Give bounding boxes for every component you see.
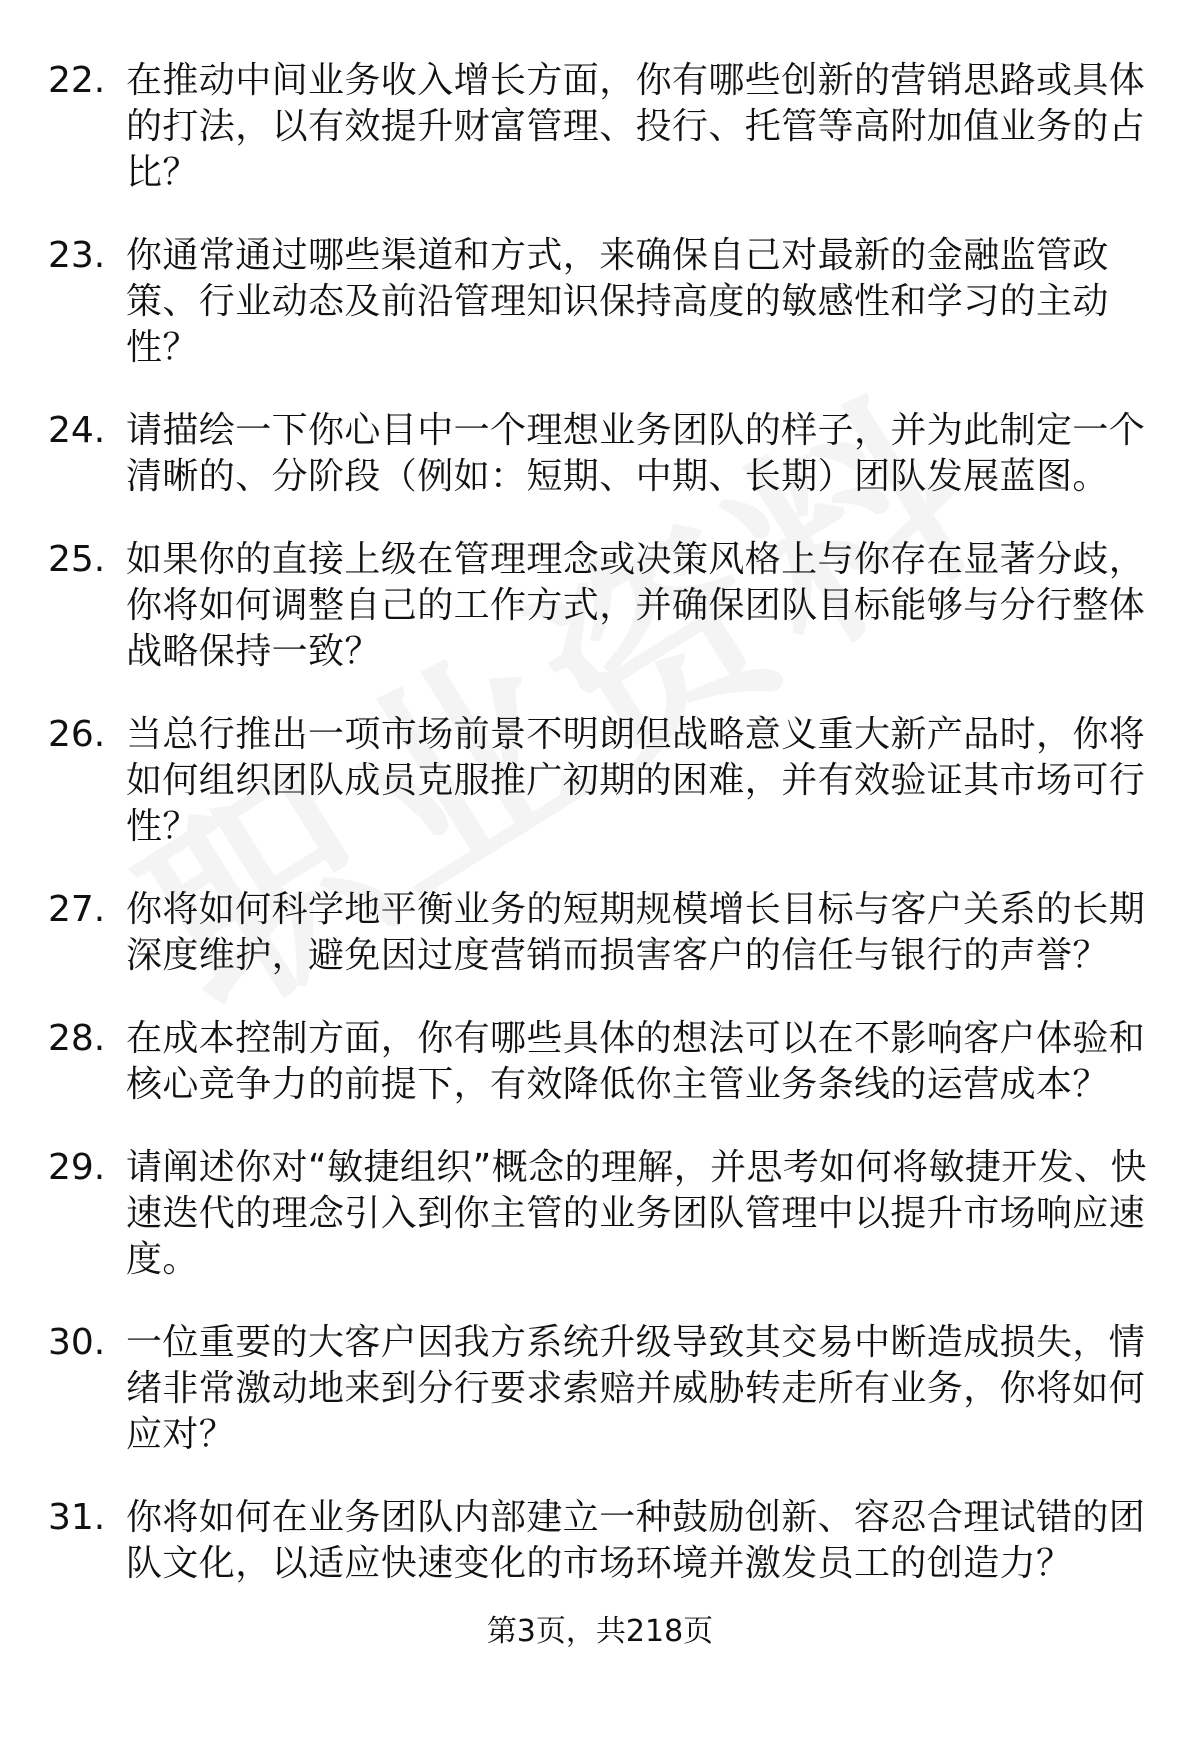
- question-number: 26.: [48, 714, 106, 755]
- question-number: 29.: [48, 1147, 106, 1188]
- question-text: 你将如何在业务团队内部建立一种鼓励创新、容忍合理试错的团队文化，以适应快速变化的市场环境并激发员工的创造力？: [126, 1497, 1146, 1584]
- question-item: [48, 887, 1158, 979]
- question-item: [48, 537, 1158, 675]
- question-text: 在成本控制方面，你有哪些具体的想法可以在不影响客户体验和核心竞争力的前提下，有效降低你主管业务条线的运营成本？: [126, 1018, 1146, 1105]
- question-number: 23.: [48, 235, 106, 276]
- question-item: [48, 408, 1158, 500]
- question-number: 24.: [48, 410, 106, 451]
- question-text: 当总行推出一项市场前景不明朗但战略意义重大新产品时，你将如何组织团队成员克服推广初期的困难，并有效验证其市场可行性？: [126, 714, 1146, 847]
- question-text: 一位重要的大客户因我方系统升级导致其交易中断造成损失，情绪非常激动地来到分行要求索赔并威胁转走所有业务，你将如何应对？: [126, 1322, 1146, 1455]
- question-text: 在推动中间业务收入增长方面，你有哪些创新的营销思路或具体的打法，以有效提升财富管理、投行、托管等高附加值业务的占比？: [126, 60, 1146, 193]
- question-number: 31.: [48, 1497, 106, 1538]
- page-footer: 第3页，共218页: [486, 1614, 714, 1649]
- question-item: [48, 1016, 1158, 1108]
- question-item: [48, 1495, 1158, 1587]
- question-item: [48, 1145, 1158, 1283]
- question-text: 你通常通过哪些渠道和方式，来确保自己对最新的金融监管政策、行业动态及前沿管理知识保持高度的敏感性和学习的主动性？: [126, 235, 1109, 368]
- question-item: [48, 712, 1158, 850]
- question-text: 请描绘一下你心目中一个理想业务团队的样子，并为此制定一个清晰的、分阶段（例如：短期、中期、长期）团队发展蓝图。: [126, 410, 1146, 497]
- question-number: 28.: [48, 1018, 106, 1059]
- question-text: 你将如何科学地平衡业务的短期规模增长目标与客户关系的长期深度维护，避免因过度营销而损害客户的信任与银行的声誉？: [126, 889, 1146, 976]
- question-item: [48, 1320, 1158, 1458]
- question-text: 如果你的直接上级在管理理念或决策风格上与你存在显著分歧，你将如何调整自己的工作方式，并确保团队目标能够与分行整体战略保持一致？: [126, 539, 1146, 672]
- question-list: [48, 58, 1158, 1624]
- question-number: 22.: [48, 60, 106, 101]
- question-number: 30.: [48, 1322, 106, 1363]
- question-number: 25.: [48, 539, 106, 580]
- question-text: 请阐述你对“敏捷组织”概念的理解，并思考如何将敏捷开发、快速迭代的理念引入到你主管的业务团队管理中以提升市场响应速度。: [126, 1147, 1147, 1280]
- question-number: 27.: [48, 889, 106, 930]
- question-item: [48, 233, 1158, 371]
- question-item: [48, 58, 1158, 196]
